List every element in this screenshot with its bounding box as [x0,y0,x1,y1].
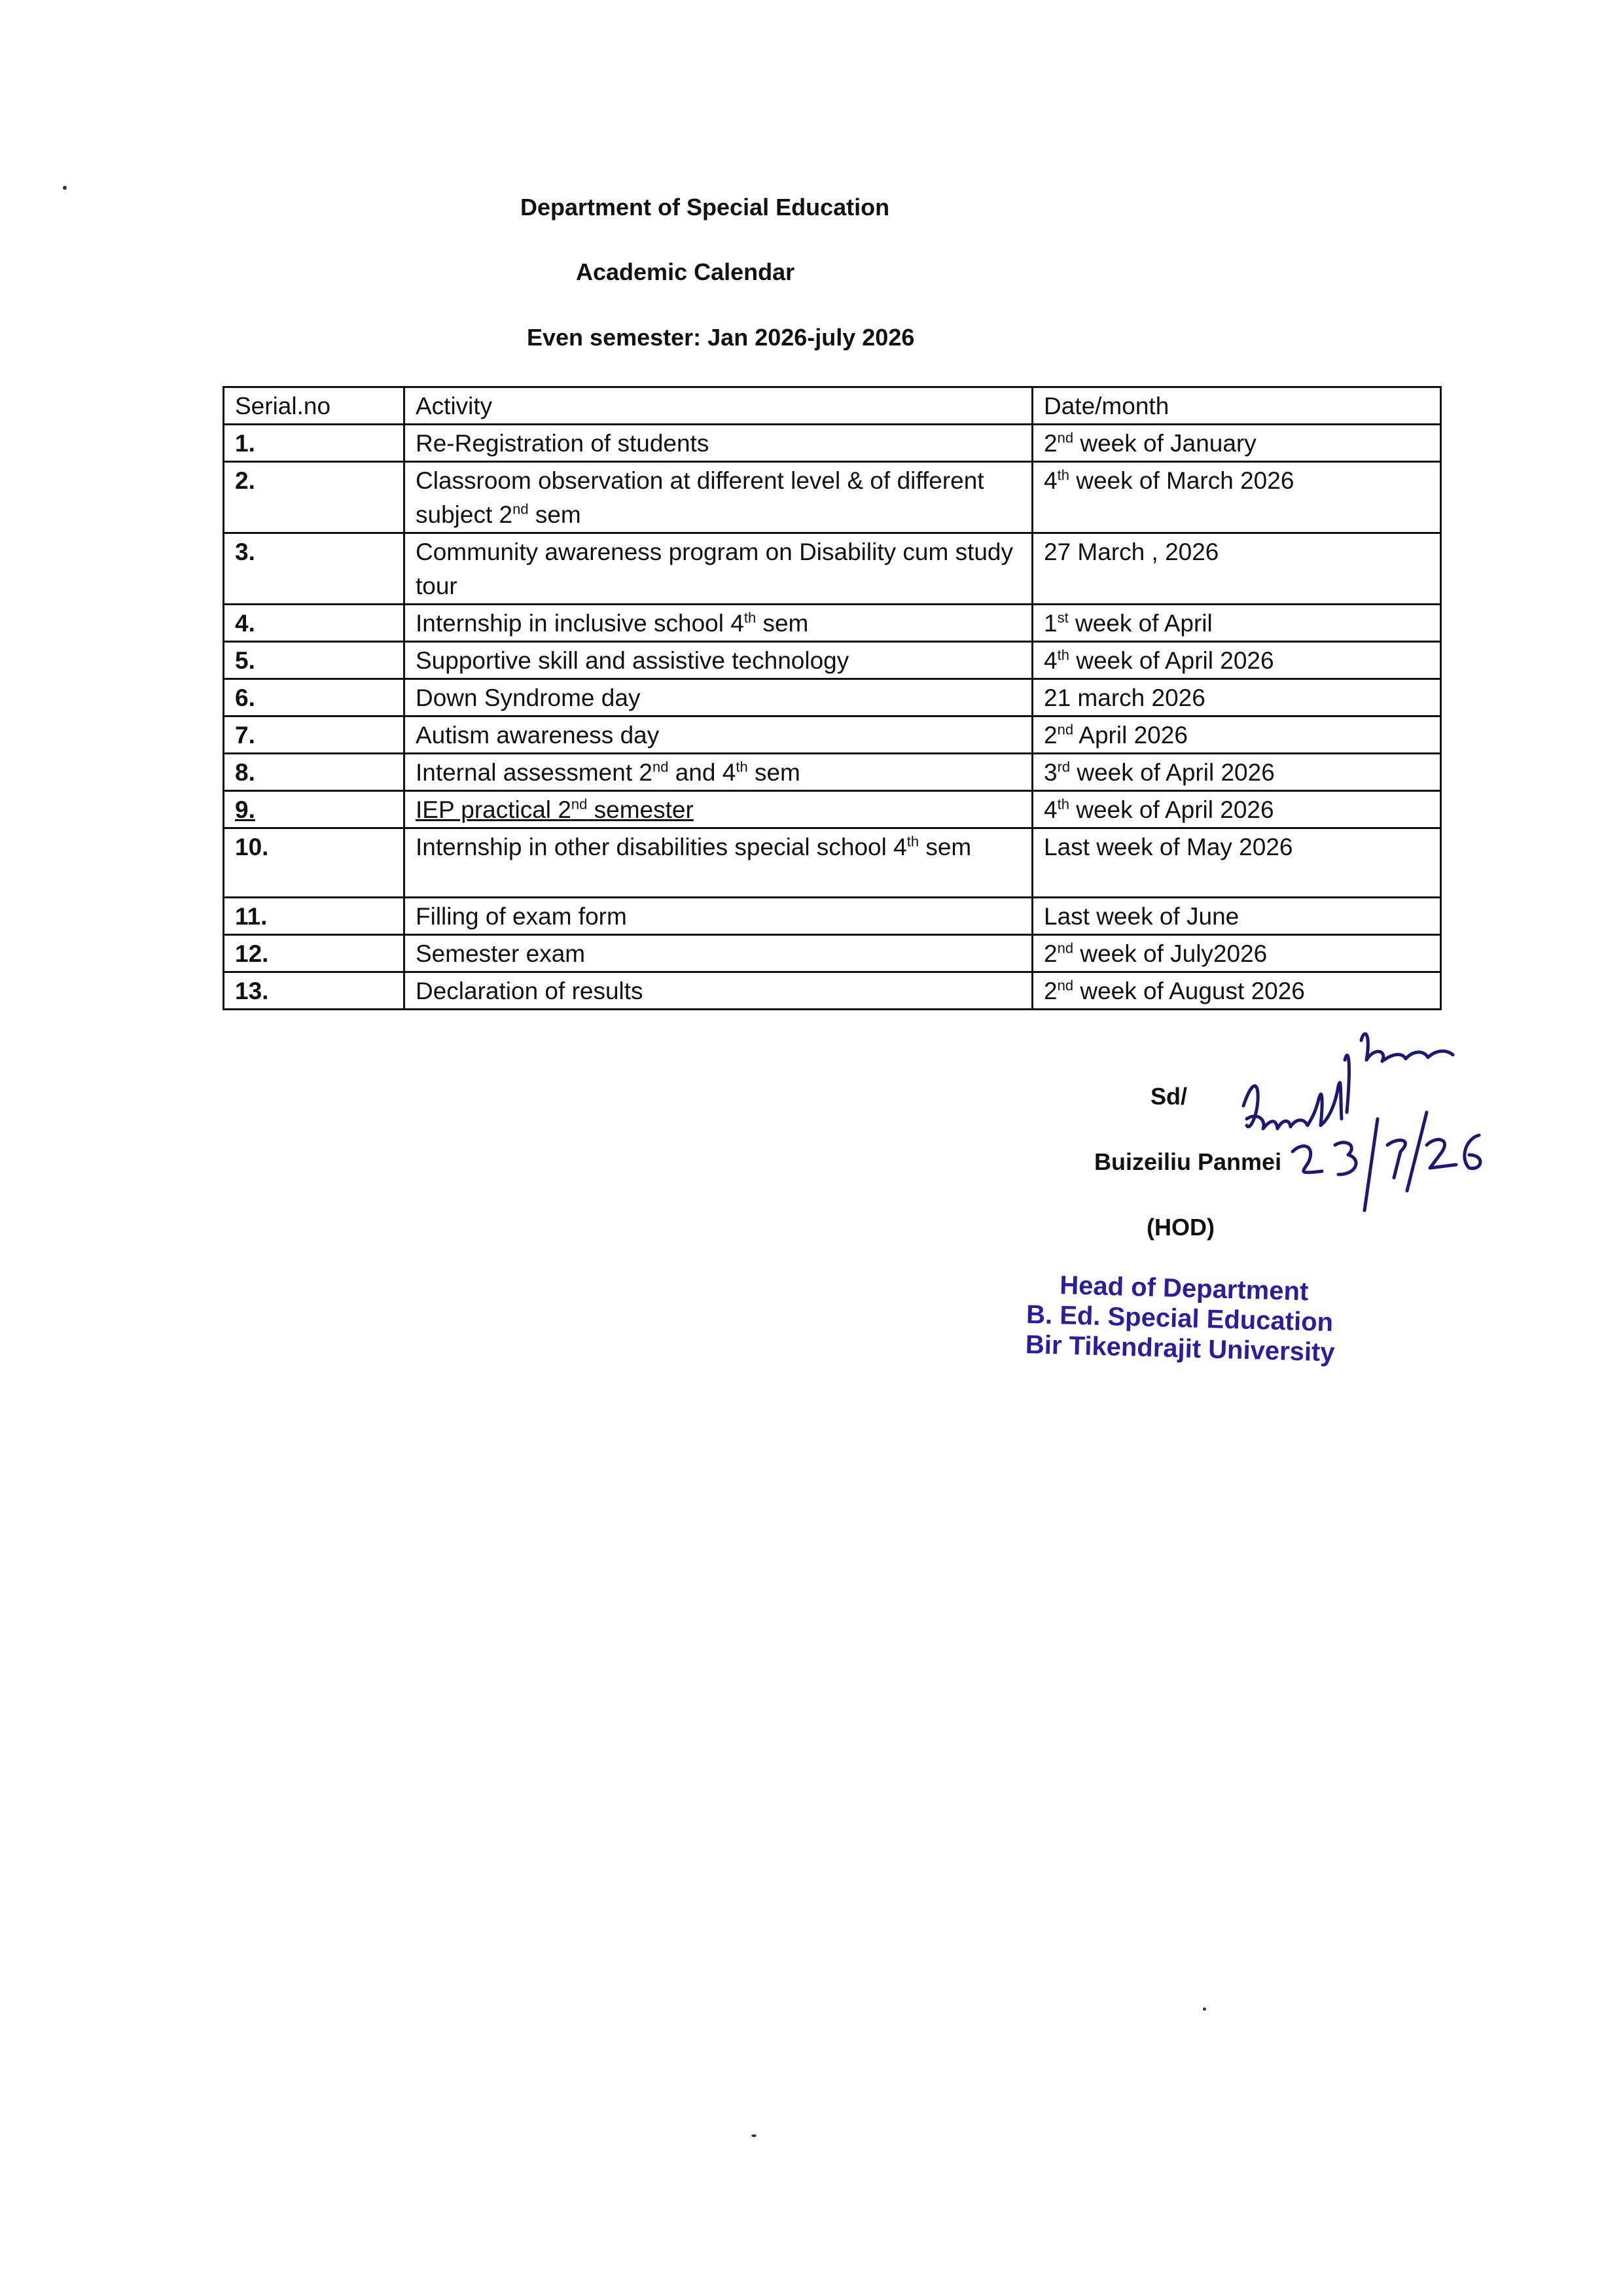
activity-cell: Community awareness program on Disability cum study tour [404,533,1033,605]
hod-role: (HOD) [1147,1214,1215,1241]
activity-cell: Declaration of results [404,972,1033,1010]
table-row [224,935,1441,972]
date-cell: 27 March , 2026 [1033,533,1441,605]
serial-cell: 8. [224,754,404,791]
department-stamp [1025,1269,1336,1368]
table-row [224,828,1441,898]
hod-name: Buizeiliu Panmei [1094,1148,1282,1175]
activity-cell: Autism awareness day [404,716,1033,754]
activity-cell: Filling of exam form [404,898,1033,935]
scan-speck [63,186,67,190]
column-header-serial: Serial.no [224,387,404,425]
serial-cell: 13. [224,972,404,1010]
serial-cell: 4. [224,605,404,642]
date-cell: 1st week of April [1033,605,1441,642]
activity-cell: Internship in other disabilities special school 4th sem [404,828,1033,898]
date-cell: 21 march 2026 [1033,679,1441,716]
date-cell: 3rd week of April 2026 [1033,754,1441,791]
table-row [224,642,1441,679]
activity-cell: Internal assessment 2nd and 4th sem [404,754,1033,791]
table-row [224,716,1441,754]
table-row [224,462,1441,533]
table-row [224,425,1441,462]
table-row [224,898,1441,935]
serial-cell: 1. [224,425,404,462]
serial-cell: 6. [224,679,404,716]
activity-cell: Semester exam [404,935,1033,972]
serial-cell: 5. [224,642,404,679]
table-row [224,972,1441,1010]
semester-subtitle: Even semester: Jan 2026-july 2026 [527,324,915,351]
serial-cell: 12. [224,935,404,972]
table-row [224,605,1441,642]
column-header-date: Date/month [1033,387,1441,425]
date-cell: 4th week of April 2026 [1033,791,1441,828]
academic-calendar-table [223,386,1442,1010]
sd-label: Sd/ [1150,1083,1188,1110]
serial-cell: 9. [224,791,404,828]
activity-cell: Classroom observation at different level & of different subject 2nd sem [404,462,1033,533]
activity-cell: Supportive skill and assistive technology [404,642,1033,679]
scan-speck [1203,2007,1206,2011]
stamp-line-2: B. Ed. Special Education [1026,1299,1334,1337]
table-header-row [224,387,1441,425]
table-row [224,533,1441,605]
activity-cell: Re-Registration of students [404,425,1033,462]
serial-cell: 11. [224,898,404,935]
serial-cell: 3. [224,533,404,605]
date-cell: 4th week of April 2026 [1033,642,1441,679]
handwritten-signature [1230,1021,1531,1217]
date-cell: Last week of June [1033,898,1441,935]
table-row [224,791,1441,828]
serial-cell: 2. [224,462,404,533]
stamp-line-1: Head of Department [1059,1271,1309,1307]
table-row [224,679,1441,716]
activity-cell: IEP practical 2nd semester [404,791,1033,828]
date-cell: Last week of May 2026 [1033,828,1441,898]
department-heading: Department of Special Education [520,194,890,221]
date-cell: 4th week of March 2026 [1033,462,1441,533]
activity-cell: Internship in inclusive school 4th sem [404,605,1033,642]
serial-cell: 7. [224,716,404,754]
date-cell: 2nd week of July2026 [1033,935,1441,972]
calendar-title: Academic Calendar [576,258,795,285]
date-cell: 2nd week of August 2026 [1033,972,1441,1010]
date-cell: 2nd April 2026 [1033,716,1441,754]
activity-cell: Down Syndrome day [404,679,1033,716]
stamp-line-3: Bir Tikendrajit University [1025,1330,1336,1368]
date-cell: 2nd week of January [1033,425,1441,462]
serial-cell: 10. [224,828,404,898]
table-row [224,754,1441,791]
column-header-activity: Activity [404,387,1033,425]
scan-speck [751,2134,757,2137]
